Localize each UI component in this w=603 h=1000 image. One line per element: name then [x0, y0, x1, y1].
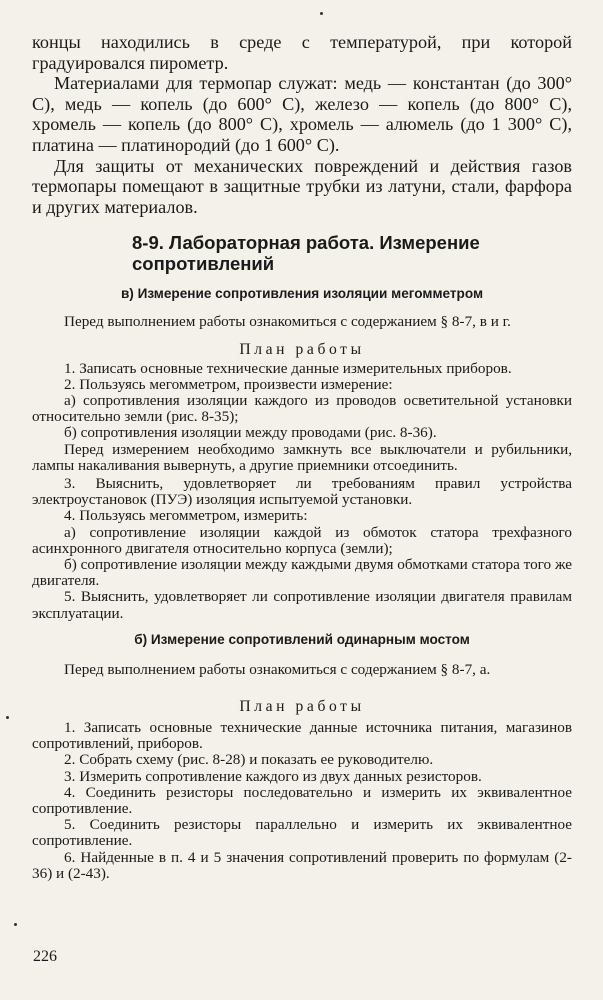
section-heading: 8-9. Лабораторная работа. Измерение сопротивлений: [132, 232, 480, 275]
list-item: 1. Записать основные технические данные источника питания, магазинов сопротивлений, приборов.: [32, 719, 572, 753]
list-item: 2. Пользуясь мегомметром, произвести измерение:: [64, 375, 393, 393]
print-speck: [6, 716, 9, 719]
subsection-heading-v: в) Измерение сопротивления изоляции мегомметром: [120, 286, 484, 302]
page-number: 226: [33, 948, 57, 965]
intro-v: Перед выполнением работы ознакомиться с содержанием § 8-7, в и г.: [64, 313, 511, 331]
plan-list-v: [32, 361, 572, 622]
list-item: 1. Записать основные технические данные измерительных приборов.: [64, 359, 512, 377]
list-item: 4. Соединить резисторы последовательно и измерить их эквивалентное сопротивление.: [32, 783, 572, 818]
print-speck: [14, 923, 17, 926]
paragraph-protection-tubes: Для защиты от механических повреждений и действия газов термопары помещают в защитные трубки из латуни, стали, фарфора и других материалов.: [32, 155, 572, 217]
list-item: 5. Соединить резисторы параллельно и измерить их эквивалентное сопротивление.: [32, 816, 572, 850]
subsection-heading-b: б) Измерение сопротивлений одинарным мостом: [134, 631, 470, 647]
list-item: 3. Выяснить, удовлетворяет ли требованиям правил устройства электроустановок (ПУЭ) изоляция испытуемой установки.: [32, 474, 572, 509]
list-item: б) сопротивление изоляции между каждыми двумя обмотками статора того же двигателя.: [32, 555, 572, 590]
paragraph-thermocouple-materials: Материалами для термопар служат: медь — константан (до 300° С), медь — копель (до 600° С), железо — копель (до 800° С), хромель — копель (до 800° С), хромель — алюмель (до 1 300° С), платина — платинородий (до 1 600° С).: [32, 73, 572, 155]
paragraph-continuation: концы находились в среде с температурой, при которой градуировался пирометр.: [32, 32, 572, 73]
list-item: 6. Найденные в п. 4 и 5 значения сопротивлений проверить по формулам (2-36) и (2-43).: [32, 848, 572, 882]
intro-b: Перед выполнением работы ознакомиться с содержанием § 8-7, а.: [64, 660, 491, 678]
list-item: 3. Измерить сопротивление каждого из двух данных резисторов.: [64, 767, 482, 785]
book-page: [32, 32, 572, 882]
list-item: 4. Пользуясь мегомметром, измерить:: [64, 507, 308, 525]
list-item: 2. Собрать схему (рис. 8-28) и показать ее руководителю.: [64, 751, 434, 769]
list-item: а) сопротивление изоляции каждой из обмоток статора трехфазного асинхронного двигателя относительно корпуса (земли);: [32, 523, 572, 557]
plan-title-v: План работы: [239, 340, 365, 358]
list-item: а) сопротивления изоляции каждого из проводов осветительной установки относительно земли (рис. 8-35);: [32, 391, 572, 426]
list-item: 5. Выяснить, удовлетворяет ли сопротивление изоляции двигателя правилам эксплуатации.: [32, 588, 572, 622]
print-speck: [320, 12, 323, 15]
plan-list-b: [32, 720, 572, 882]
list-item: б) сопротивления изоляции между проводами (рис. 8-36).: [64, 424, 437, 442]
list-item: Перед измерением необходимо замкнуть все выключатели и рубильники, лампы накаливания вывернуть, а другие приемники отсоединить.: [32, 440, 572, 474]
plan-title-b: План работы: [239, 698, 365, 715]
